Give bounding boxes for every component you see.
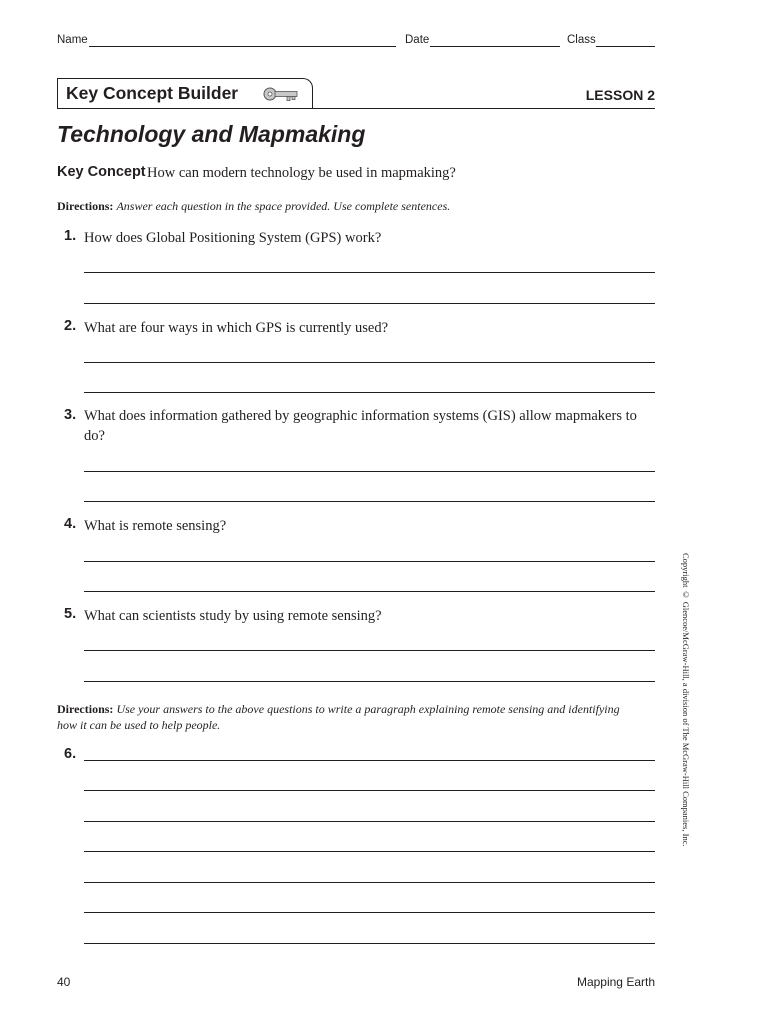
- page-title: Technology and Mapmaking: [57, 121, 366, 147]
- answer-line[interactable]: [84, 821, 655, 822]
- directions-1-text: Answer each question in the space provided. Use complete sentences.: [116, 199, 451, 213]
- directions-1-label: Directions:: [57, 199, 114, 213]
- directions-2-text: Use your answers to the above questions to write a paragraph explaining remote sensing and identifying how it can be used to help people.: [57, 702, 620, 732]
- answer-line[interactable]: [84, 591, 655, 592]
- answer-line[interactable]: [84, 681, 655, 682]
- name-label: Name: [57, 34, 88, 46]
- answer-line[interactable]: [84, 650, 655, 651]
- directions-2: [57, 701, 637, 733]
- question-1-text: How does Global Positioning System (GPS) work?: [84, 230, 382, 246]
- answer-line[interactable]: [84, 790, 655, 791]
- class-field[interactable]: [596, 46, 655, 47]
- question-4-text: What is remote sensing?: [84, 518, 227, 534]
- key-concept-label: Key Concept: [57, 164, 146, 180]
- question-4-number: 4.: [64, 516, 77, 532]
- banner-rule: [57, 108, 655, 109]
- answer-line[interactable]: [84, 501, 655, 502]
- directions-2-label: Directions:: [57, 702, 114, 716]
- answer-line[interactable]: [84, 471, 655, 472]
- tab-title: Key Concept Builder: [66, 83, 239, 103]
- directions-1: [57, 198, 637, 214]
- lesson-label: LESSON 2: [585, 87, 655, 103]
- question-3-number: 3.: [64, 407, 77, 423]
- name-field[interactable]: [89, 46, 396, 47]
- question-5-text: What can scientists study by using remote sensing?: [84, 608, 382, 624]
- key-concept-builder-tab: [57, 78, 313, 109]
- page-number: 40: [57, 975, 71, 989]
- answer-line[interactable]: [84, 303, 655, 304]
- answer-line[interactable]: [84, 760, 655, 761]
- date-label: Date: [405, 34, 430, 46]
- question-6-number: 6.: [64, 746, 77, 762]
- question-5-number: 5.: [64, 606, 77, 622]
- key-concept-text: How can modern technology be used in mapmaking?: [147, 165, 456, 181]
- copyright-notice: Copyright © Glencoe/McGraw-Hill, a division of The McGraw-Hill Companies, Inc.: [681, 553, 691, 847]
- date-field[interactable]: [430, 46, 560, 47]
- answer-line[interactable]: [84, 882, 655, 883]
- question-2-text: What are four ways in which GPS is currently used?: [84, 320, 389, 336]
- answer-line[interactable]: [84, 362, 655, 363]
- book-title: Mapping Earth: [576, 975, 655, 989]
- key-icon: [263, 85, 301, 108]
- answer-line[interactable]: [84, 943, 655, 944]
- question-2-number: 2.: [64, 318, 77, 334]
- question-1-number: 1.: [64, 228, 77, 244]
- answer-line[interactable]: [84, 272, 655, 273]
- class-label: Class: [567, 34, 596, 46]
- answer-line[interactable]: [84, 561, 655, 562]
- answer-line[interactable]: [84, 851, 655, 852]
- answer-line[interactable]: [84, 912, 655, 913]
- answer-line[interactable]: [84, 392, 655, 393]
- question-3-text: What does information gathered by geographic information systems (GIS) allow mapmakers to do?: [84, 408, 637, 444]
